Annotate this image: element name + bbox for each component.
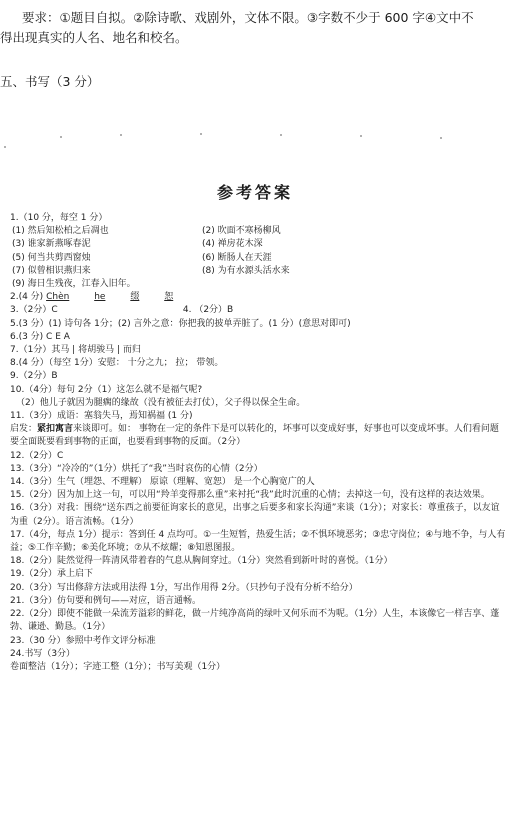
q3-q4-answers bbox=[10, 304, 506, 317]
q15-answer: 15.（2分）因为加上这一句，可以用“羚羊变得那么重”来衬托“我”此时沉重的心情；去掉这一句，没有这样的表达效果。 bbox=[10, 490, 490, 501]
writing-requirements bbox=[0, 8, 510, 48]
q2-heading: 2.(4 分) bbox=[10, 292, 44, 303]
q2-answer bbox=[10, 291, 506, 304]
q10-answer-1: 10.（4分）每句 2分（1）这怎么就不是福气呢? bbox=[10, 384, 203, 395]
q1-item-1: (1) 然后知松柏之后凋也 bbox=[12, 226, 109, 237]
scan-noise-dots bbox=[0, 132, 510, 152]
q1-item-3: (3) 谁家新燕啄春泥 bbox=[12, 239, 91, 250]
q11-explanation: 启发：紧扣寓言来谈即可。如： 事物在一定的条件下是可以转化的，坏事可以变成好事，好事也可以变成坏事。人们看问题要全面既要看到事物的正面，也要看到事物的反面。（2分） bbox=[10, 424, 499, 448]
requirement-line-2: 得出现真实的人名、地名和校名。 bbox=[0, 30, 188, 45]
q3-answer: 3.（2分）C bbox=[10, 305, 58, 316]
q1-row-3 bbox=[10, 252, 506, 265]
section-five-heading: 五、书写（3 分） bbox=[0, 74, 100, 89]
q4-answer: 4. （2分）B bbox=[182, 305, 234, 316]
q1-row-4 bbox=[10, 265, 506, 278]
q1-item-6: (6) 断肠人在天涯 bbox=[202, 252, 272, 263]
q11-answer: 11.（3分）成语：塞翁失马，焉知祸福 (1 分) bbox=[10, 411, 193, 422]
q24-heading: 24.书写（3分） bbox=[10, 648, 76, 659]
q2-char-1: 缀 bbox=[130, 292, 140, 303]
q1-item-9: (9) 海日生残夜，江春入旧年。 bbox=[12, 279, 136, 290]
q6-answer: 6.(3 分) C E A bbox=[10, 331, 70, 342]
q1-item-4: (4) 禅房花木深 bbox=[202, 239, 263, 250]
q14-answer: 14.（3分）生气（埋怨、不理解） 原谅（理解、宽恕） 是一个心胸宽广的人 bbox=[10, 477, 315, 488]
q1-heading: 1.（10 分，每空 1 分） bbox=[10, 213, 108, 223]
q11-emphasis: 紧扣寓言 bbox=[37, 424, 74, 435]
q1-item-7: (7) 似曾相识燕归来 bbox=[12, 265, 91, 276]
q1-item-5: (5) 何当共剪西窗烛 bbox=[12, 252, 91, 263]
q2-char-2: 恕 bbox=[164, 292, 174, 303]
q10-answer-2: （2）他儿子就因为腿瘸的缘故（没有被征去打仗），父子得以保全生命。 bbox=[16, 397, 306, 408]
requirement-line-1: 要求：①题目自拟。②除诗歌、戏剧外，文体不限。③字数不少于 600 字④文中不 bbox=[22, 10, 474, 25]
q12-answer: 12.（2分）C bbox=[10, 450, 64, 461]
q19-answer: 19.（2分）承上启下 bbox=[10, 569, 94, 580]
answer-key-body bbox=[10, 212, 506, 674]
q13-answer: 13.（3分）“冷冷的”（1分）烘托了“我”当时哀伤的心情（2分） bbox=[10, 463, 263, 474]
q2-pinyin-2: he bbox=[94, 292, 106, 303]
q2-pinyin-1: Chèn bbox=[46, 292, 70, 303]
q17-answer: 17.（4分，每点 1分）提示：答到任 4 点均可。①一生短暂，热爱生活；②不惧环境恶劣；③忠守岗位；④与地不争，与人有益；⑤工作辛勤；⑥美化环境；⑦从不炫耀；⑧知恩图报。 bbox=[10, 529, 506, 554]
q7-answer: 7.（1分）其马 | 将胡骏马 | 而归 bbox=[10, 345, 141, 356]
q1-row-1 bbox=[10, 225, 506, 238]
q23-answer: 23.（30 分）参照中考作文评分标准 bbox=[10, 635, 156, 646]
q8-answer: 8.(4 分）（每空 1分）安慰： 十分之九； 拉； 带领。 bbox=[10, 358, 224, 369]
q1-item-2: (2) 吹面不寒杨柳风 bbox=[202, 226, 281, 237]
q5-answer: 5.(3 分）(1) 诗句各 1分；(2) 言外之意：你把我的披单弄脏了。(1 分）(意思对即可) bbox=[10, 318, 351, 329]
q22-answer: 22.（2分）即使不能做一朵流芳溢彩的鲜花，做一片纯净高尚的绿叶又何乐而不为呢。（1分）人生，本该像它一样吉享、蓬勃、谦逊、勤恳。（1分） bbox=[10, 609, 500, 633]
q1-row-2 bbox=[10, 238, 506, 251]
q16-answer: 16.（3分）对我：围绕“送东西之前要征询家长的意见，出事之后要多和家长沟通”来谈（1分）；对家长：尊重孩子，以友谊为重（2分）。语言流畅。（1分） bbox=[10, 503, 500, 527]
q1-item-8: (8) 为有水源头活水来 bbox=[202, 265, 290, 276]
q20-answer: 20.（3分）写出修辞方法或用法得 1分，写出作用得 2分。（只抄句子没有分析不给分） bbox=[10, 582, 358, 593]
q21-answer: 21.（3分）仿句要和例句——对应，语言通畅。 bbox=[10, 595, 202, 606]
q9-answer: 9.（2分）B bbox=[10, 371, 58, 382]
q24-detail: 卷面整洁（1分）；字迹工整（1分）；书写美观（1分） bbox=[10, 661, 226, 672]
q18-answer: 18.（2分）陡然觉得一阵清风带着春的气息从胸间穿过。（1分）突然看到新叶时的喜悦。（1分） bbox=[10, 556, 393, 567]
answer-key-title: 参考答案 bbox=[216, 183, 293, 202]
